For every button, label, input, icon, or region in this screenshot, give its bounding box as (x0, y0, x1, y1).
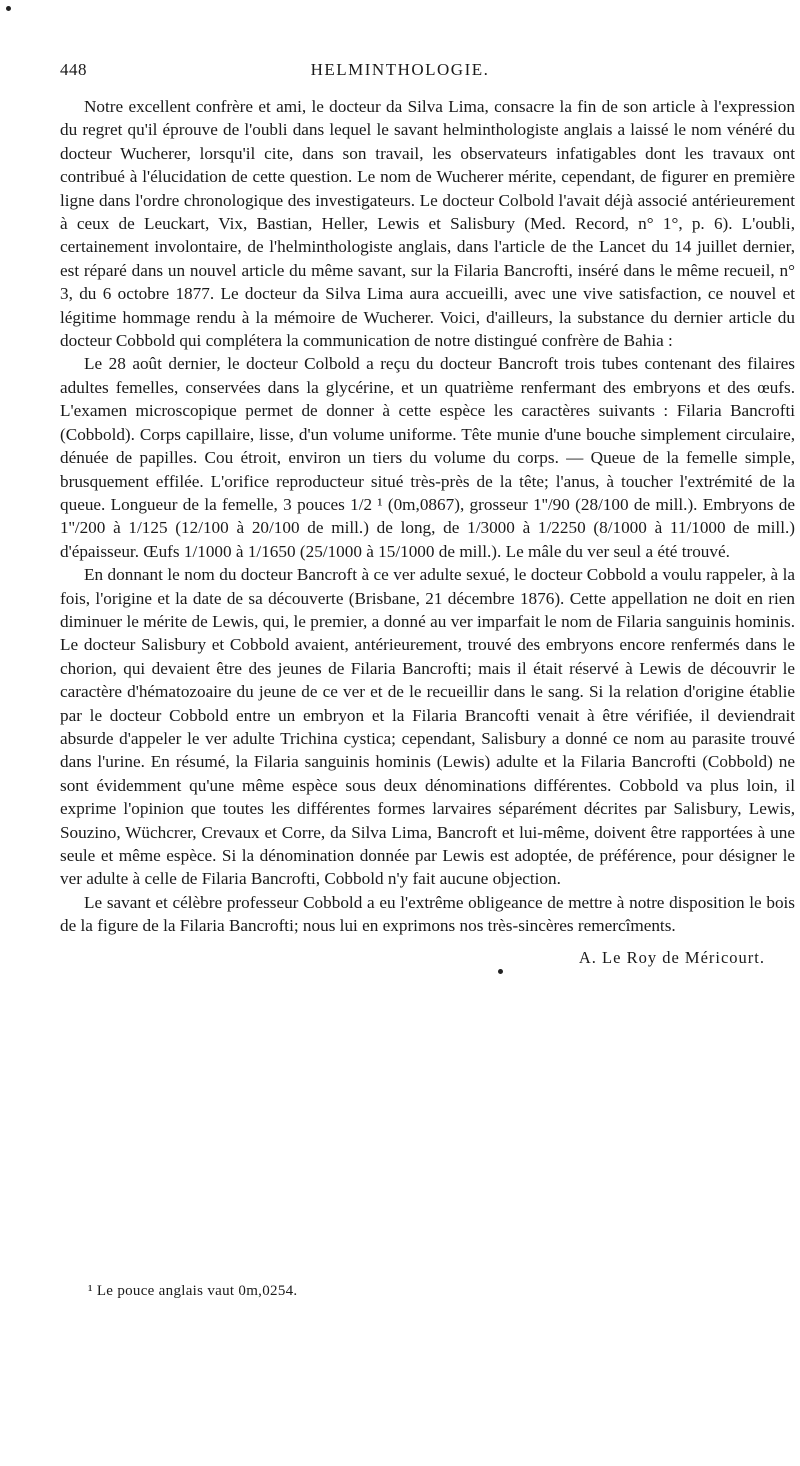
corner-mark (6, 6, 11, 11)
paragraph: Le 28 août dernier, le docteur Colbold a reçu du docteur Bancroft trois tubes contenant des filaires adultes femelles, conservées dans la glycérine, et un quatrième renfermant des embryons et des œufs. L'examen microscopique permet de donner à cette espèce les caractères suivants : Filaria Bancrofti (Cobbold). Corps capillaire, lisse, d'un volume uniforme. Tête munie d'une bouche simplement circulaire, dénuée de papilles. Cou étroit, environ un tiers du volume du corps. — Queue de la femelle simple, brusquement effilée. L'orifice reproducteur situé très-près de la tête; l'anus, à toucher l'extrémité de la queue. Longueur de la femelle, 3 pouces 1/2 ¹ (0m,0867), grosseur 1''/90 (28/100 de mill.). Embryons de 1''/200 à 1/125 (12/100 à 20/100 de mill.) de long, de 1/3000 à 1/2250 (8/1000 à 11/1000 de mill.) d'épaisseur. Œufs 1/1000 à 1/1650 (25/1000 à 15/1000 de mill.). Le mâle du ver seul a été trouvé. (60, 354, 795, 561)
body-text (60, 95, 795, 974)
page-number: 448 (60, 60, 87, 79)
author-signature: A. Le Roy de Méricourt. (578, 947, 765, 967)
paragraph: En donnant le nom du docteur Bancroft à ce ver adulte sexué, le docteur Cobbold a voulu rappeler, à la fois, l'origine et la date de sa découverte (Brisbane, 21 décembre 1876). Cette appellation ne doit en rien diminuer le mérite de Lewis, qui, le premier, a donné au ver imparfait le nom de Filaria sanguinis hominis. Le docteur Salisbury et Cobbold avaient, antérieurement, trouvé des embryons encore renfermés dans le chorion, qui devaient être des jeunes de Filaria Bancrofti; mais il était réservé à Lewis de découvrir le caractère d'hématozoaire du jeune de ce ver et de le recueillir dans le sang. Si la relation d'origine établie par le docteur Cobbold entre un embryon et la Filaria Brancofti venait à être vérifiée, il deviendrait absurde d'appeler le ver adulte Trichina cystica; cependant, Salisbury a donné ce nom au parasite trouvé dans l'urine. En résumé, la Filaria sanguinis hominis (Lewis) adulte et la Filaria Bancrofti (Cobbold) ne sont évidemment qu'une même espèce sous deux dénominations différentes. Cobbold va plus loin, il exprime l'opinion que toutes les différentes formes larvaires séparément décrites par Salisbury, Lewis, Souzino, Wüchcrer, Crevaux et Corre, da Silva Lima, Bancroft et lui-même, doivent être rapportées à une seule et même espèce. Si la dénomination donnée par Lewis est adoptée, de préférence, pour désigner le ver adulte à celle de Filaria Bancrofti, Cobbold n'y fait aucune objection. (60, 565, 795, 889)
running-title: HELMINTHOLOGIE. (310, 60, 490, 79)
signature-dot (498, 969, 503, 974)
paragraph: Notre excellent confrère et ami, le docteur da Silva Lima, consacre la fin de son article à l'expression du regret qu'il éprouve de l'oubli dans lequel le savant helminthologiste anglais a laissé le nom vénéré du docteur Wucherer, lorsqu'il cite, dans son travail, les observateurs infatigables dont les travaux ont contribué à l'élucidation de cette question. Le nom de Wucherer mérite, cependant, de figurer en première ligne dans l'ordre chronologique des investigateurs. Le docteur Colbold l'avait déjà associé antérieurement à ceux de Leuckart, Vix, Bastian, Heller, Lewis et Salisbury (Med. Record, n° 1°, p. 6). L'oubli, certainement involontaire, de l'helminthologiste anglais, dans l'article de the Lancet du 14 juillet dernier, est réparé dans un nouvel article du même savant, sur la Filaria Bancrofti, inséré dans le même recueil, n° 3, du 6 octobre 1877. Le docteur da Silva Lima aura accueilli, avec une vive satisfaction, ce nouvel et légitime hommage rendu à la mémoire de Wucherer. Voici, d'ailleurs, la substance du dernier article du docteur Cobbold qui complétera la communication de notre distingué confrère de Bahia : (60, 97, 795, 351)
footnote: ¹ Le pouce anglais vaut 0m,0254. (88, 1283, 298, 1299)
paragraph: Le savant et célèbre professeur Cobbold a eu l'extrême obligeance de mettre à notre disposition le bois de la figure de la Filaria Bancrofti; nous lui en exprimons nos très-sincères remercîments. (60, 892, 795, 936)
running-head (60, 60, 740, 88)
